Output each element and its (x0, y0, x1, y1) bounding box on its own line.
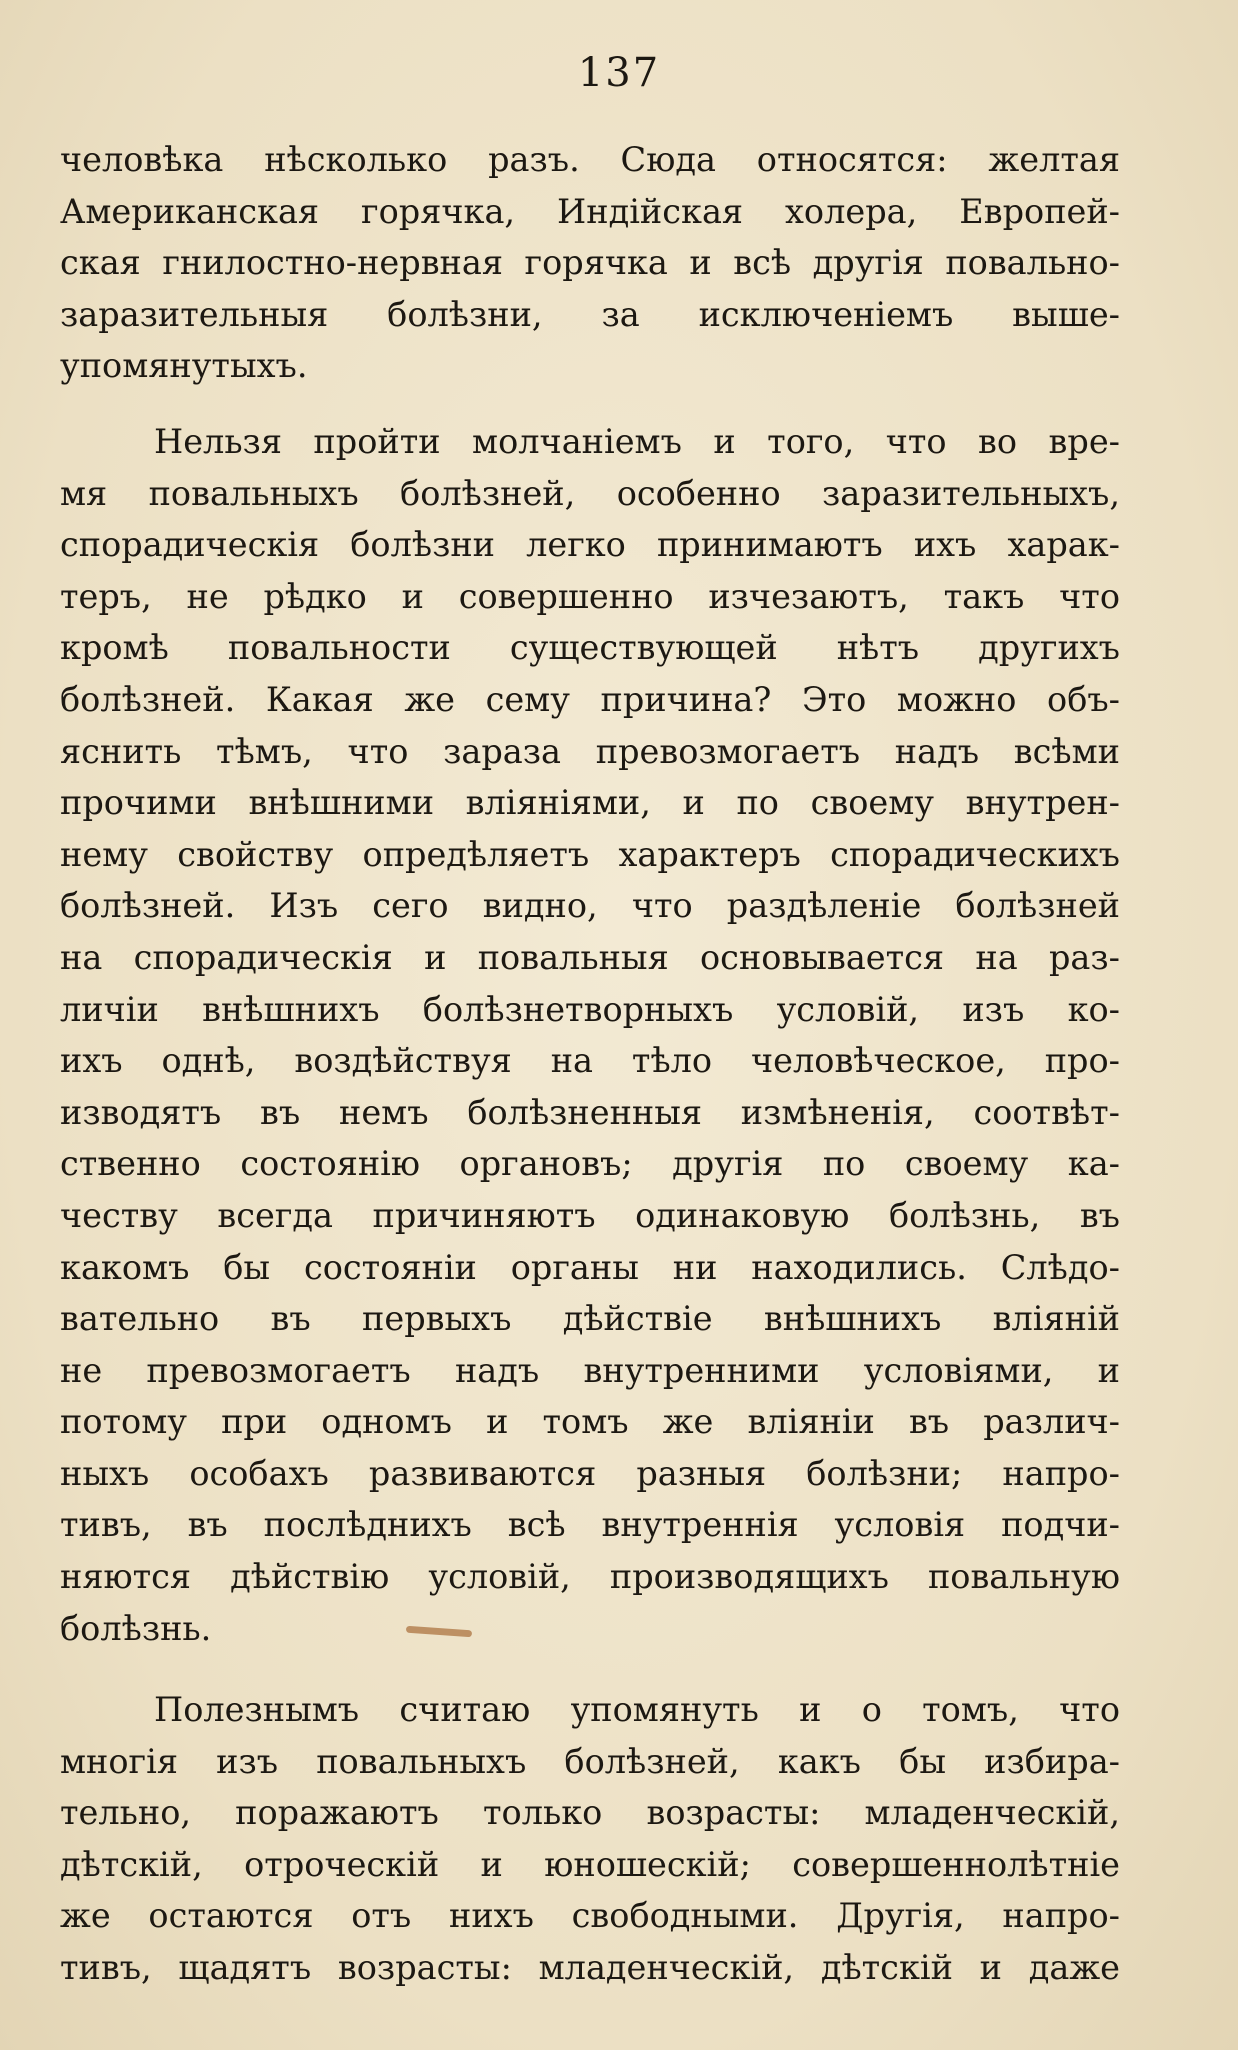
text-line: человѣка нѣсколько разъ. Сюда относятся: желтая (60, 140, 1120, 179)
text-line: болѣзней. Изъ сего видно, что раздѣленіе болѣзней (60, 886, 1120, 926)
text-line: вательно въ первыхъ дѣйствіе внѣшнихъ вліяній (60, 1299, 1120, 1339)
text-line: упомянутыхъ. (60, 346, 308, 386)
text-line: на спорадическія и повальныя основывается на раз- (60, 937, 1120, 977)
text-line: тивъ, въ послѣднихъ всѣ внутреннія условія подчи- (60, 1505, 1120, 1545)
text-line: мя повальныхъ болѣзней, особенно заразительныхъ, (60, 473, 1120, 513)
text-line: многія изъ повальныхъ болѣзней, какъ бы избира- (60, 1741, 1120, 1781)
text-line: Нельзя пройти молчаніемъ и того, что во вре- (154, 422, 1120, 461)
text-line: тивъ, щадятъ возрасты: младенческій, дѣтскій и даже (60, 1947, 1120, 1987)
text-line: няются дѣйствію условій, производящихъ повальную (60, 1557, 1120, 1597)
text-line: изводятъ въ немъ болѣзненныя измѣненія, соотвѣт- (60, 1092, 1120, 1132)
text-line: ская гнилостно-нервная горячка и всѣ другія повально- (60, 243, 1120, 283)
text-line: теръ, не рѣдко и совершенно изчезаютъ, такъ что (60, 576, 1120, 616)
text-line: Полезнымъ считаю упомянуть и о томъ, что (154, 1690, 1120, 1729)
text-line: же остаются отъ нихъ свободными. Другія, напро- (60, 1896, 1120, 1936)
text-line: личіи внѣшнихъ болѣзнетворныхъ условій, изъ ко- (60, 989, 1120, 1029)
text-line: нему свойству опредѣляетъ характеръ спорадическихъ (60, 834, 1120, 874)
text-line: болѣзнь. (60, 1608, 212, 1648)
text-line: кромѣ повальности существующей нѣтъ другихъ (60, 628, 1120, 668)
text-line: ственно состоянію органовъ; другія по своему ка- (60, 1144, 1120, 1184)
text-line: какомъ бы состояніи органы ни находились. Слѣдо- (60, 1247, 1120, 1287)
page-number: 137 (577, 50, 661, 96)
text-line: Американская горячка, Индійская холера, Европей- (60, 191, 1120, 231)
text-line: ихъ однѣ, воздѣйствуя на тѣло человѣческое, про- (60, 1041, 1120, 1081)
text-line: спорадическія болѣзни легко принимаютъ ихъ харак- (60, 525, 1120, 565)
text-line: дѣтскій, отроческій и юношескій; совершеннолѣтніе (60, 1844, 1120, 1884)
text-line: заразительныя болѣзни, за исключеніемъ выше- (60, 294, 1120, 334)
text-line: не превозмогаетъ надъ внутренними условіями, и (60, 1350, 1120, 1390)
text-line: тельно, поражаютъ только возрасты: младенческій, (60, 1793, 1120, 1833)
paragraph-1 (60, 134, 1120, 392)
text-line: болѣзней. Какая же сему причина? Это можно объ- (60, 679, 1120, 719)
text-line: честву всегда причиняютъ одинаковую болѣзнь, въ (60, 1195, 1120, 1235)
text-line: ныхъ особахъ развиваются разныя болѣзни; напро- (60, 1453, 1120, 1493)
text-line: потому при одномъ и томъ же вліяніи въ различ- (60, 1402, 1120, 1442)
paragraph-2 (60, 416, 1120, 1654)
text-line: яснить тѣмъ, что зараза превозмогаетъ надъ всѣми (60, 731, 1120, 771)
paragraph-3 (60, 1684, 1120, 1994)
text-line: прочими внѣшними вліяніями, и по своему внутрен- (60, 783, 1120, 823)
